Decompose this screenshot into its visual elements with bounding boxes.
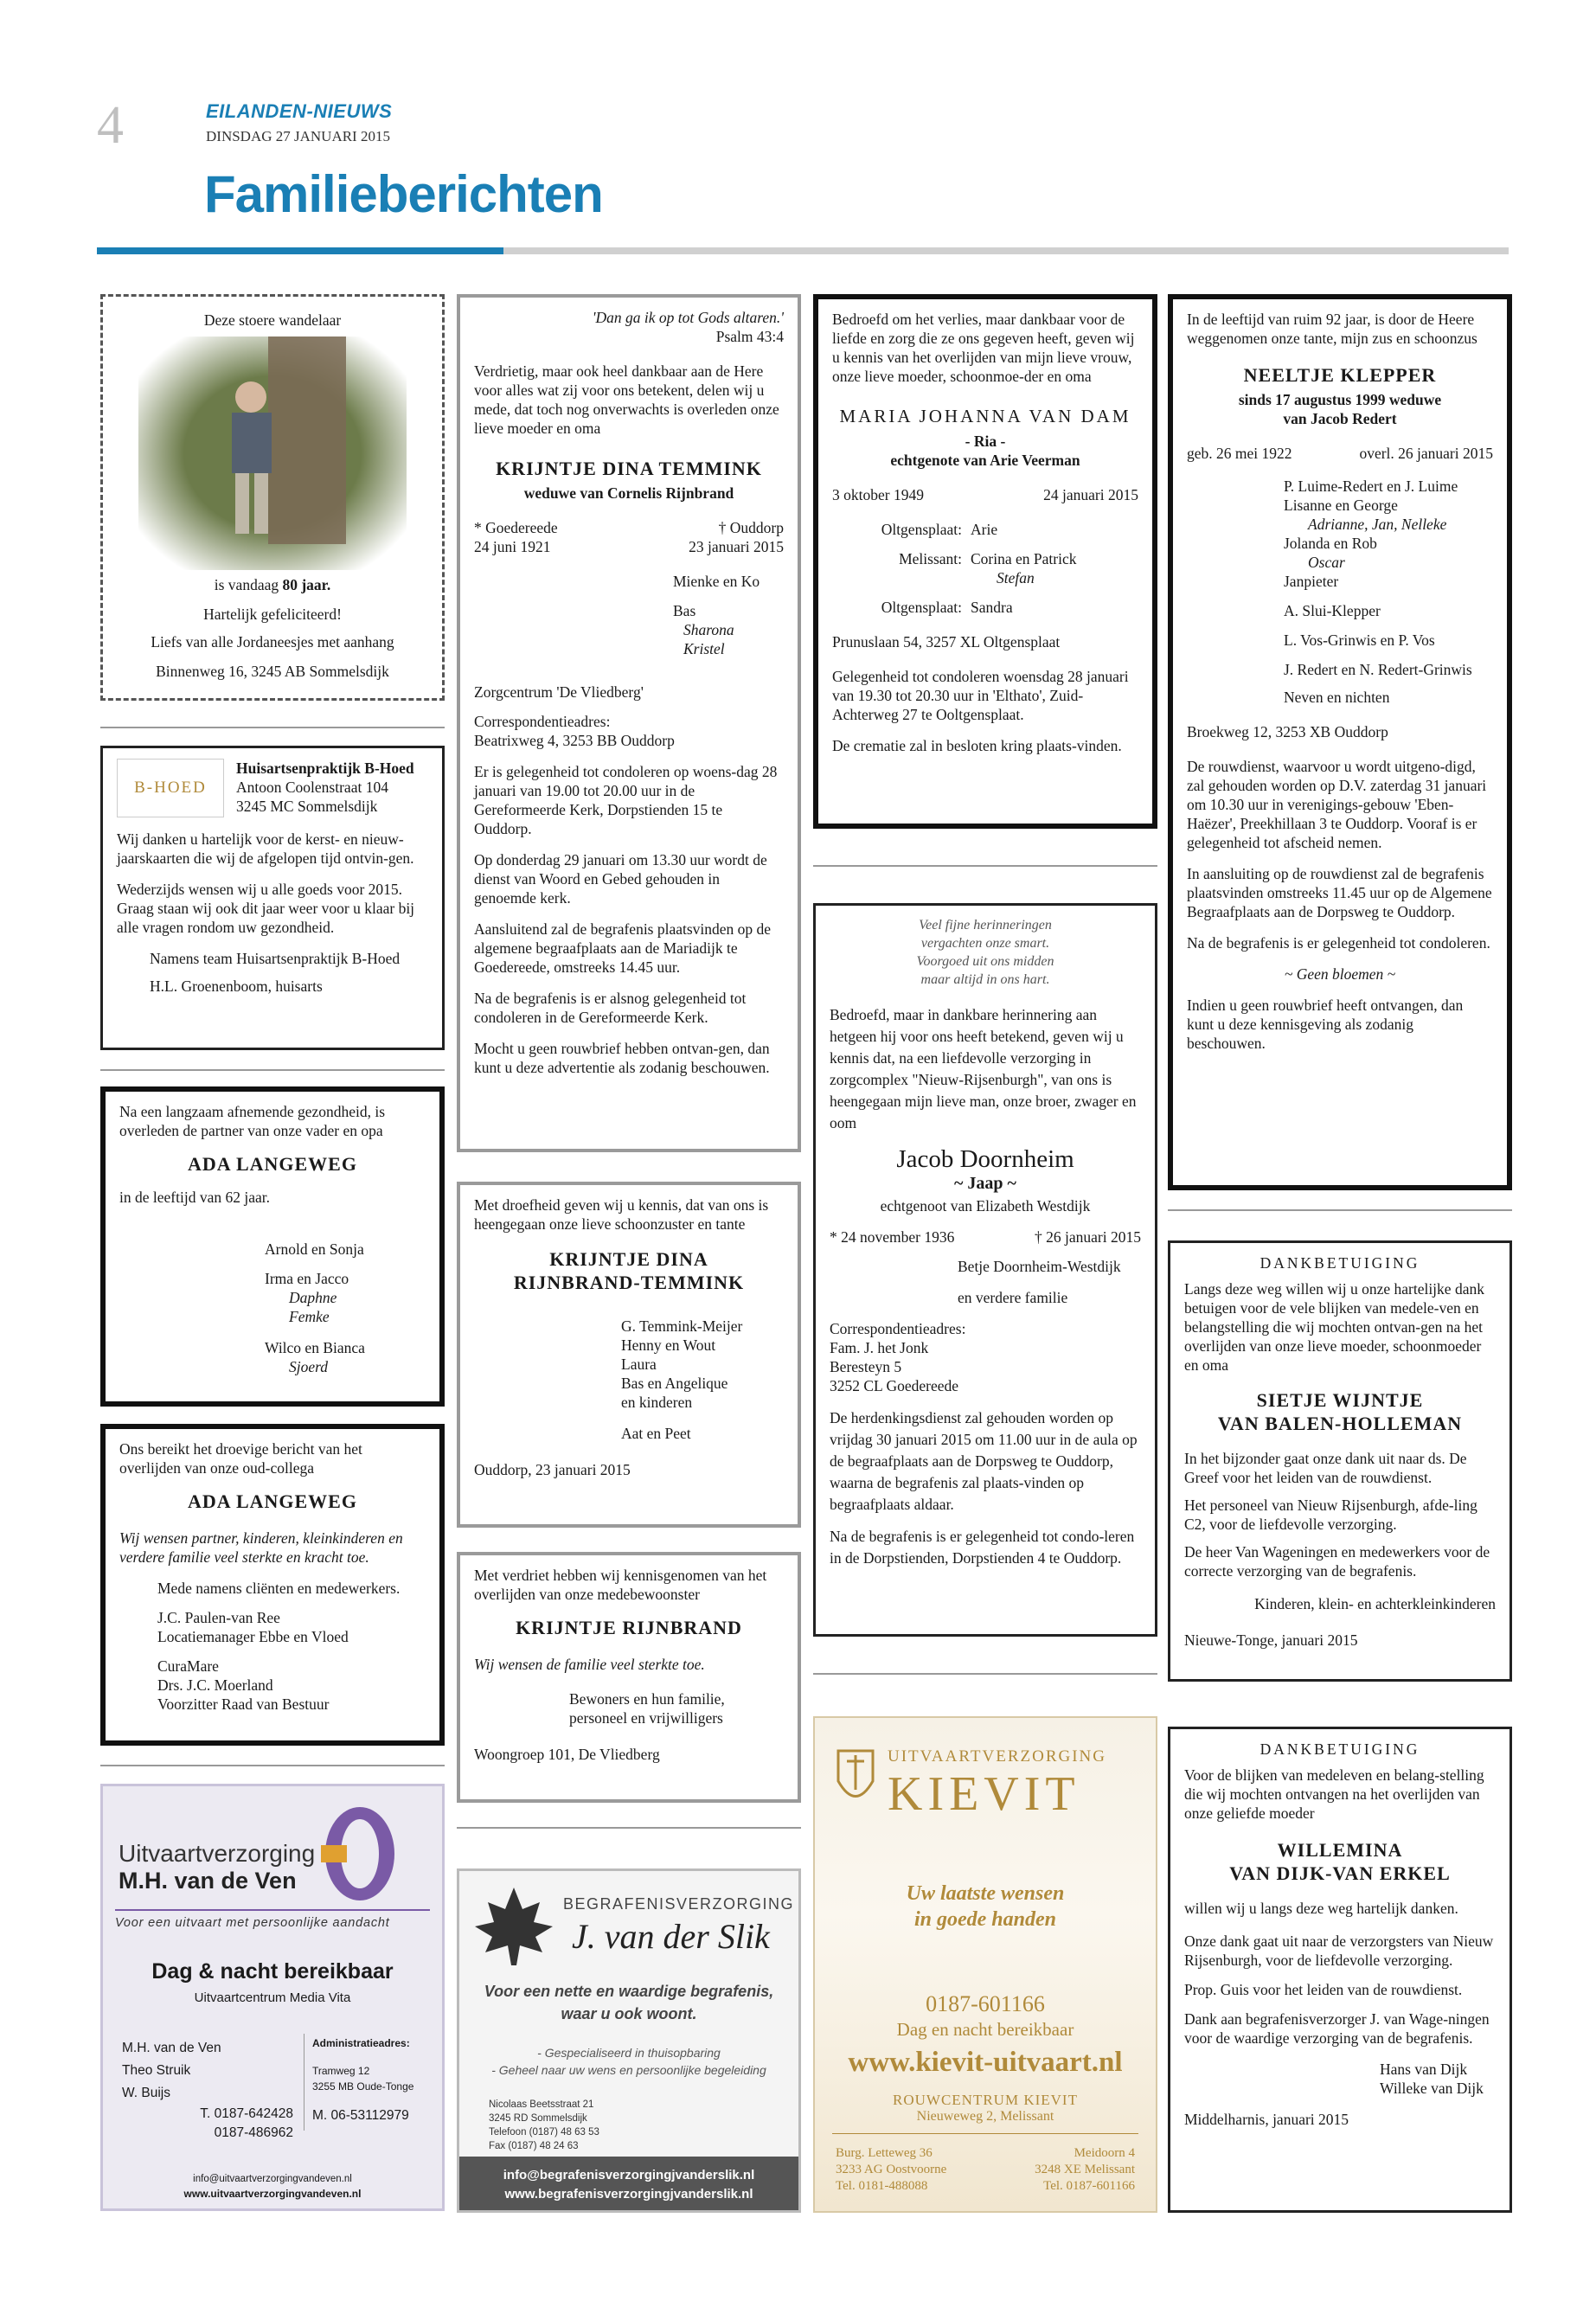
vandeven-tagline: Voor een uitvaart met persoonlijke aandacht xyxy=(115,1916,390,1930)
klepper-f6: L. Vos-Grinwis en P. Vos xyxy=(1284,631,1435,649)
temmink-died-date: 23 januari 2015 xyxy=(689,538,784,555)
temmink-p4: Na de begrafenis is er alsnog gelegenheid tot condoleren in de Gereformeerde Kerk. xyxy=(474,990,747,1026)
separator xyxy=(100,1765,445,1766)
temmink-sub: weduwe van Cornelis Rijnbrand xyxy=(523,484,734,502)
vanderslik-a3: Telefoon (0187) 48 63 53 xyxy=(489,2127,599,2138)
klepper-f7: J. Redert en N. Redert-Grinwis xyxy=(1284,661,1472,678)
ad-vandeven xyxy=(100,1784,445,2211)
langeweg2-s3: Locatiemanager Ebbe en Vloed xyxy=(157,1628,349,1645)
vanderslik-a1: Nicolaas Beetsstraat 21 xyxy=(489,2099,594,2110)
birthday-intro: Deze stoere wandelaar xyxy=(203,311,342,329)
klepper-died: overl. 26 januari 2015 xyxy=(1359,445,1493,462)
doornheim-nick: ~ Jaap ~ xyxy=(954,1174,1016,1193)
vandam-l1: Oltgensplaat: xyxy=(881,521,962,538)
vandam-sub: echtgenote van Arie Veerman xyxy=(890,452,1080,469)
practice-p4: H.L. Groenenboom, huisarts xyxy=(150,977,323,995)
ad-thanks-vanbalen xyxy=(1168,1240,1512,1682)
temmink-verse-ref: Psalm 43:4 xyxy=(715,328,784,345)
rijnbrand-s1: Bewoners en hun familie, xyxy=(569,1690,725,1708)
vandeven-line2: M.H. van de Ven xyxy=(119,1868,297,1894)
separator xyxy=(1168,1209,1512,1211)
vandam-l3: Oltgensplaat: xyxy=(881,599,962,616)
ad-rijnbrand xyxy=(457,1552,801,1803)
vandeven-n2: Theo Struik xyxy=(122,2063,191,2078)
thanks1-p3: De heer Van Wageningen en medewerkers voor de correcte verzorging van de begrafenis. xyxy=(1184,1543,1490,1580)
kievit-l1: Burg. Letteweg 36 xyxy=(836,2146,933,2160)
vanderslik-headline: Voor een nette en waardige begrafenis, waar u ook woont. xyxy=(484,1983,774,2022)
rijnbrand-name: KRIJNTJE RIJNBRAND xyxy=(516,1617,742,1638)
temmink-intro: Verdrietig, maar ook heel dankbaar aan de Here voor alles wat zij voor ons betekent, delen wij u mede, dat toch nog onverwachts is overleden onze lieve moeder en oma xyxy=(474,362,779,437)
thanks2-title: DANKBETUIGING xyxy=(1259,1740,1420,1758)
langeweg1-name: ADA LANGEWEG xyxy=(188,1153,357,1175)
section-title: Familieberichten xyxy=(204,165,603,223)
langeweg1-f2b: Femke xyxy=(289,1308,330,1325)
kievit-r2: 3248 XE Melissant xyxy=(1035,2163,1135,2176)
vandeven-a1: Tramweg 12 xyxy=(312,2065,370,2077)
vanderslik-line2: J. van der Slik xyxy=(572,1917,770,1956)
langeweg1-f2a: Daphne xyxy=(289,1289,337,1306)
doornheim-c2: Beresteyn 5 xyxy=(830,1358,902,1375)
klepper-f2a: Adrianne, Jan, Nelleke xyxy=(1308,516,1447,533)
thanks2-p1: Onze dank gaat uit naar de verzorgsters van Nieuw Rijsenburgh, voor de liefdevolle verzorging. xyxy=(1184,1932,1494,1969)
maple-leaf-icon xyxy=(466,1883,561,1970)
temmink-verse: 'Dan ga ik op tot Gods altaren.' xyxy=(592,309,784,326)
kievit-phone: 0187-601166 xyxy=(926,1991,1045,2016)
langeweg2-s6: Voorzitter Raad van Bestuur xyxy=(157,1695,330,1713)
thanks1-p2: Het personeel van Nieuw Rijsenburgh, afde-ling C2, voor de liefdevolle verzorging. xyxy=(1184,1497,1477,1533)
vandeven-logo xyxy=(321,1802,399,1906)
practice-p1: Wij danken u hartelijk voor de kerst- en nieuw-jaarskaarten die wij de afgelopen tijd ontvin-gen. xyxy=(117,830,414,867)
doornheim-intro: Bedroefd, maar in dankbare herinnering aan hetgeen hij voor ons heeft betekend, geven wij u kennis dat, na een liefdevolle verzorging in zorgcomplex "Nieuw-Rijsenburgh", van ons is heengegaan mijn lieve man, onze broer, zwager en oom xyxy=(830,1006,1137,1131)
doornheim-corr-label: Correspondentieadres: xyxy=(830,1320,966,1337)
header-rule-blue xyxy=(97,247,503,254)
klepper-p2: In aansluiting op de rouwdienst zal de begrafenis plaatsvinden omstreeks 11.45 uur op de Algemene Begraafplaats aan de Dorpsweg te Ouddorp. xyxy=(1187,865,1492,920)
klepper-f4: Janpieter xyxy=(1284,573,1339,590)
temmink-born-place: * Goedereede xyxy=(474,519,558,536)
practice-logo: B-HOED xyxy=(117,759,224,817)
temmink-f2: Bas xyxy=(673,602,696,619)
thanks1-title: DANKBETUIGING xyxy=(1259,1254,1420,1272)
rt-f6: Aat en Peet xyxy=(621,1425,691,1442)
kievit-r1: Meidoorn 4 xyxy=(1074,2146,1135,2160)
klepper-name: NEELTJE KLEPPER xyxy=(1243,364,1437,386)
rt-f3: Laura xyxy=(621,1356,657,1373)
rt-place: Ouddorp, 23 januari 2015 xyxy=(474,1461,631,1478)
thanks2-s1: Hans van Dijk xyxy=(1380,2061,1468,2078)
vandeven-n3: W. Buijs xyxy=(122,2086,170,2100)
vandeven-web[interactable]: www.uitvaartverzorgingvandeven.nl xyxy=(183,2188,362,2200)
masthead: EILANDEN-NIEUWS xyxy=(206,100,393,122)
ad-thanks-vandijk xyxy=(1168,1727,1512,2213)
doornheim-name: Jacob Doornheim xyxy=(896,1145,1074,1173)
kievit-l3: Tel. 0181-488088 xyxy=(836,2179,928,2193)
klepper-f1: P. Luime-Redert en J. Luime xyxy=(1284,478,1458,495)
vandam-v3: Sandra xyxy=(971,599,1013,616)
doornheim-poem2: vergachten onze smart. xyxy=(920,936,1050,951)
birthday-from: Liefs van alle Jordaneesjes met aanhang xyxy=(151,633,394,651)
klepper-address: Broekweg 12, 3253 XB Ouddorp xyxy=(1187,723,1388,740)
practice-p3: Namens team Huisartsenpraktijk B-Hoed xyxy=(150,950,401,967)
doornheim-c3: 3252 CL Goedereede xyxy=(830,1377,959,1394)
thanks1-place: Nieuwe-Tonge, januari 2015 xyxy=(1184,1631,1358,1649)
thanks2-intro: Voor de blijken van medeleven en belang-stelling die wij mochten ontvangen na het overlijden van onze geliefde moeder xyxy=(1184,1766,1484,1822)
practice-city: 3245 MC Sommelsdijk xyxy=(236,798,378,815)
vandam-v2a: Stefan xyxy=(997,569,1035,586)
doornheim-poem3: Voorgoed uit ons midden xyxy=(916,954,1054,969)
kievit-centre: ROUWCENTRUM KIEVIT xyxy=(893,2092,1078,2108)
thanks2-name2: VAN DIJK-VAN ERKEL xyxy=(1229,1862,1451,1884)
doornheim-poem1: Veel fijne herinneringen xyxy=(919,918,1052,933)
kievit-centre-addr: Nieuweweg 2, Melissant xyxy=(916,2109,1054,2124)
doornheim-born: * 24 november 1936 xyxy=(830,1228,955,1246)
temmink-f2b: Kristel xyxy=(683,640,725,657)
issue-date: DINSDAG 27 JANUARI 2015 xyxy=(206,128,390,144)
langeweg1-age: in de leeftijd van 62 jaar. xyxy=(119,1189,270,1206)
thanks2-s2: Willeke van Dijk xyxy=(1380,2080,1484,2097)
header-rule-grey xyxy=(503,247,1509,254)
temmink-f2a: Sharona xyxy=(683,621,734,638)
ad-kievit xyxy=(813,1716,1157,2213)
thanks1-name1: SIETJE WIJNTJE xyxy=(1256,1389,1424,1411)
kievit-crest-icon xyxy=(834,1742,877,1811)
vandeven-headline: Dag & nacht bereikbaar xyxy=(151,1959,394,1984)
thanks1-p1: In het bijzonder gaat onze dank uit naar ds. De Greef voor het leiden van de rouwdienst. xyxy=(1184,1450,1467,1486)
doornheim-f1: Betje Doornheim-Westdijk xyxy=(958,1258,1121,1275)
thanks1-sign: Kinderen, klein- en achterkleinkinderen xyxy=(1254,1595,1496,1612)
langeweg2-name: ADA LANGEWEG xyxy=(188,1490,357,1512)
thanks2-name1: WILLEMINA xyxy=(1277,1839,1403,1861)
ad-birthday xyxy=(100,294,445,701)
klepper-sub1: sinds 17 augustus 1999 weduwe xyxy=(1238,391,1442,408)
vandam-p1: Gelegenheid tot condoleren woensdag 28 januari van 19.30 tot 20.30 uur in 'Elthato', Zuid-Achterweg 27 te Ooltgensplaat. xyxy=(832,668,1129,723)
thanks1-intro: Langs deze weg willen wij u onze hartelijke dank betuigen voor de vele blijken van medele-ven en belangstelling die wij mochten ontvan-gen na het overlijden van onze lieve moeder, schoonmoeder en oma xyxy=(1184,1280,1484,1374)
vandam-v2: Corina en Patrick xyxy=(971,550,1077,567)
ad-langeweg-family xyxy=(100,1086,445,1407)
kievit-line2: KIEVIT xyxy=(888,1767,1080,1821)
temmink-name: KRIJNTJE DINA TEMMINK xyxy=(496,458,762,479)
separator xyxy=(100,1069,445,1071)
ad-klepper xyxy=(1168,294,1512,1190)
langeweg1-f2: Irma en Jacco xyxy=(265,1270,349,1287)
rt-intro: Met droefheid geven wij u kennis, dat van ons is heengegaan onze lieve schoonzuster en tante xyxy=(474,1196,769,1233)
birthday-age-prefix: is vandaag xyxy=(214,576,279,593)
vandam-p2: De crematie zal in besloten kring plaats-vinden. xyxy=(832,737,1122,754)
practice-name: Huisartsenpraktijk B-Hoed xyxy=(236,760,414,777)
ad-vandam xyxy=(813,294,1157,829)
langeweg2-s2: J.C. Paulen-van Ree xyxy=(157,1609,280,1626)
klepper-sub2: van Jacob Redert xyxy=(1283,410,1397,427)
klepper-flowers: ~ Geen bloemen ~ xyxy=(1284,965,1396,983)
langeweg2-intro: Ons bereikt het droevige bericht van het overlijden van onze oud-collega xyxy=(119,1440,362,1477)
klepper-f8: Neven en nichten xyxy=(1284,689,1390,706)
vandam-died: 24 januari 2015 xyxy=(1043,486,1138,503)
temmink-corr-label: Correspondentieadres: xyxy=(474,713,611,730)
kievit-web[interactable]: www.kievit-uitvaart.nl xyxy=(848,2047,1123,2078)
thanks1-name2: VAN BALEN-HOLLEMAN xyxy=(1217,1413,1463,1434)
birthday-address: Binnenweg 16, 3245 AB Sommelsdijk xyxy=(156,663,389,680)
thanks2-thanks: willen wij u langs deze weg hartelijk danken. xyxy=(1184,1900,1458,1917)
vanderslik-b1: - Gespecialiseerd in thuisopbaring xyxy=(537,2046,721,2060)
temmink-p3: Aansluitend zal de begrafenis plaatsvinden op de algemene begraafplaats aan de Mariadijk te Goedereede, omstreeks 14.45 uur. xyxy=(474,920,772,976)
klepper-f2: Lisanne en George xyxy=(1284,497,1398,514)
vandam-intro: Bedroefd om het verlies, maar dankbaar voor de liefde en zorg die ze ons gegeven heeft, geven wij u kennis van het overlijden van mijn lieve vrouw, onze lieve moeder, schoonmoe-der en oma xyxy=(832,311,1135,385)
langeweg2-s5: Drs. J.C. Moerland xyxy=(157,1676,273,1694)
langeweg2-wish: Wij wensen partner, kinderen, kleinkinderen en verdere familie veel sterkte en kracht toe. xyxy=(119,1529,403,1566)
kievit-slogan1: Uw laatste wensen xyxy=(906,1882,1065,1905)
doornheim-died: † 26 januari 2015 xyxy=(1035,1228,1141,1246)
kievit-r3: Tel. 0187-601166 xyxy=(1043,2179,1135,2193)
temmink-corr: Beatrixweg 4, 3253 BB Ouddorp xyxy=(474,732,675,749)
vandam-l2: Melissant: xyxy=(899,550,962,567)
klepper-f3: Jolanda en Rob xyxy=(1284,535,1377,552)
kievit-l2: 3233 AG Oostvoorne xyxy=(836,2163,947,2176)
rijnbrand-place: Woongroep 101, De Vliedberg xyxy=(474,1746,660,1763)
vandeven-admin-label: Administratieadres: xyxy=(312,2037,410,2049)
vandam-address: Prunuslaan 54, 3257 XL Oltgensplaat xyxy=(832,633,1061,651)
vandeven-t2: 0187-486962 xyxy=(214,2125,293,2140)
ad-vanderslik xyxy=(457,1868,801,2213)
doornheim-f2: en verdere familie xyxy=(958,1289,1068,1306)
temmink-f1: Mienke en Ko xyxy=(673,573,760,590)
rt-f2: Henny en Wout xyxy=(621,1336,716,1354)
langeweg1-f3: Wilco en Bianca xyxy=(265,1339,365,1356)
vandeven-a2: 3255 MB Oude-Tonge xyxy=(312,2080,414,2093)
klepper-f5: A. Slui-Klepper xyxy=(1284,602,1381,619)
vandam-nick: - Ria - xyxy=(965,433,1006,450)
doornheim-sub: echtgenoot van Elizabeth Westdijk xyxy=(880,1197,1091,1215)
temmink-died-place: † Ouddorp xyxy=(718,519,784,536)
vanderslik-web[interactable]: www.begrafenisverzorgingjvanderslik.nl xyxy=(504,2187,753,2202)
ad-doornheim xyxy=(813,903,1157,1637)
separator xyxy=(813,865,1157,867)
vandam-v1: Arie xyxy=(971,521,998,538)
doornheim-p1: De herdenkingsdienst zal gehouden worden op vrijdag 30 januari 2015 om 11.00 uur in de aula op de begraafplaats aan de Dorpsweg te Ouddorp, waarna de begrafenis zal plaats-vinden op begraafplaats aldaar. xyxy=(830,1409,1138,1513)
vandeven-mobile: M. 06-53112979 xyxy=(312,2108,409,2123)
klepper-p1: De rouwdienst, waarvoor u wordt uitgeno-digd, zal gehouden worden op D.V. zaterdag 31 januari om 10.30 uur in verenigings-gebouw 'Eben-Haëzer', Preekhillaan 3 te Ouddorp. Vooraf is er gelegenheid tot afscheid nemen. xyxy=(1187,758,1487,851)
kievit-line1: UITVAARTVERZORGING xyxy=(888,1747,1106,1766)
rt-f1: G. Temmink-Meijer xyxy=(621,1317,743,1335)
langeweg1-f3a: Sjoerd xyxy=(289,1358,329,1375)
rijnbrand-wish: Wij wensen de familie veel sterkte toe. xyxy=(474,1656,705,1673)
klepper-intro: In de leeftijd van ruim 92 jaar, is door de Heere weggenomen onze tante, mijn zus en schoonzus xyxy=(1187,311,1477,347)
vanderslik-line1: BEGRAFENISVERZORGING xyxy=(563,1895,795,1913)
vandam-name: MARIA JOHANNA VAN DAM xyxy=(839,406,1131,426)
separator xyxy=(100,727,445,728)
vandeven-sub: Uitvaartcentrum Media Vita xyxy=(194,1990,351,2005)
klepper-f3a: Oscar xyxy=(1308,554,1345,571)
vanderslik-b2: - Geheel naar uw wens en persoonlijke begeleiding xyxy=(491,2063,766,2077)
vandeven-line1: Uitvaartverzorging xyxy=(119,1840,316,1867)
temmink-care: Zorgcentrum 'De Vliedberg' xyxy=(474,683,644,701)
separator xyxy=(813,1673,1157,1675)
kievit-phone-sub: Dag en nacht bereikbaar xyxy=(896,2019,1074,2040)
doornheim-c1: Fam. J. het Jonk xyxy=(830,1339,929,1356)
page-number: 4 xyxy=(97,96,124,155)
langeweg1-intro: Na een langzaam afnemende gezondheid, is overleden de partner van onze vader en opa xyxy=(119,1103,386,1139)
practice-p2: Wederzijds wensen wij u alle goeds voor 2015. Graag staan wij ook dit jaar weer voor u klaar bij alle vragen rondom uw gezondheid. xyxy=(117,881,415,936)
temmink-p1: Er is gelegenheid tot condoleren op woens-dag 28 januari van 19.00 tot 20.00 uur in de Gereformeerde Kerk, Dorpstienden 15 te Ouddorp. xyxy=(474,763,778,837)
rt-name2: RIJNBRAND-TEMMINK xyxy=(513,1272,745,1293)
vandeven-n1: M.H. van de Ven xyxy=(122,2041,221,2055)
langeweg2-s1: Mede namens cliënten en medewerkers. xyxy=(157,1580,401,1597)
kievit-slogan2: in goede handen xyxy=(913,1908,1056,1931)
ad-practice xyxy=(100,746,445,1050)
thanks2-p3: Dank aan begrafenisverzorger J. van Wage-ningen voor de waardige verzorging van de begrafenis. xyxy=(1184,2010,1490,2047)
temmink-p2: Op donderdag 29 januari om 13.30 uur wordt de dienst van Woord en Gebed gehouden in genoemde kerk. xyxy=(474,851,767,907)
practice-street: Antoon Coolenstraat 104 xyxy=(236,779,388,796)
ad-temmink xyxy=(457,294,801,1152)
vanderslik-a2: 3245 RD Sommelsdijk xyxy=(489,2113,587,2124)
rt-name1: KRIJNTJE DINA xyxy=(549,1248,708,1270)
langeweg2-s4: CuraMare xyxy=(157,1657,219,1675)
thanks2-place: Middelharnis, januari 2015 xyxy=(1184,2111,1349,2128)
vandeven-t1: T. 0187-642428 xyxy=(200,2106,293,2121)
ad-langeweg-colleagues xyxy=(100,1424,445,1746)
ad-rijnbrand-temmink xyxy=(457,1182,801,1528)
thanks2-p2: Prop. Guis voor het leiden van de rouwdienst. xyxy=(1184,1981,1463,1998)
vanderslik-email[interactable]: info@begrafenisverzorgingjvanderslik.nl xyxy=(503,2168,755,2182)
doornheim-poem4: maar altijd in ons hart. xyxy=(920,972,1050,987)
temmink-p5: Mocht u geen rouwbrief hebben ontvan-gen, dan kunt u deze advertentie als zodanig beschouwen. xyxy=(474,1040,770,1076)
klepper-born: geb. 26 mei 1922 xyxy=(1187,445,1292,462)
separator xyxy=(457,1827,801,1829)
klepper-p3: Na de begrafenis is er gelegenheid tot condoleren. xyxy=(1187,934,1490,952)
klepper-p4: Indien u geen rouwbrief heeft ontvangen, dan kunt u deze kennisgeving als zodanig beschouwen. xyxy=(1187,997,1464,1052)
rt-f4: Bas en Angelique xyxy=(621,1375,728,1392)
doornheim-p2: Na de begrafenis is er gelegenheid tot condo-leren in de Dorpstienden, Dorpstienden 4 te Ouddorp. xyxy=(830,1528,1135,1567)
birthday-congrats: Hartelijk gefeliciteerd! xyxy=(203,606,342,623)
langeweg1-f1: Arnold en Sonja xyxy=(265,1240,364,1258)
vandam-born: 3 oktober 1949 xyxy=(832,486,924,503)
temmink-born-date: 24 juni 1921 xyxy=(474,538,551,555)
birthday-age: 80 jaar. xyxy=(282,576,331,593)
vandeven-email[interactable]: info@uitvaartverzorgingvandeven.nl xyxy=(193,2174,352,2184)
rijnbrand-intro: Met verdriet hebben wij kennisgenomen van het overlijden van onze medebewoonster xyxy=(474,1567,767,1603)
rt-f5: en kinderen xyxy=(621,1394,693,1411)
rijnbrand-s2: personeel en vrijwilligers xyxy=(569,1709,723,1727)
birthday-photo xyxy=(138,336,407,570)
vanderslik-a4: Fax (0187) 48 24 63 xyxy=(489,2141,579,2151)
